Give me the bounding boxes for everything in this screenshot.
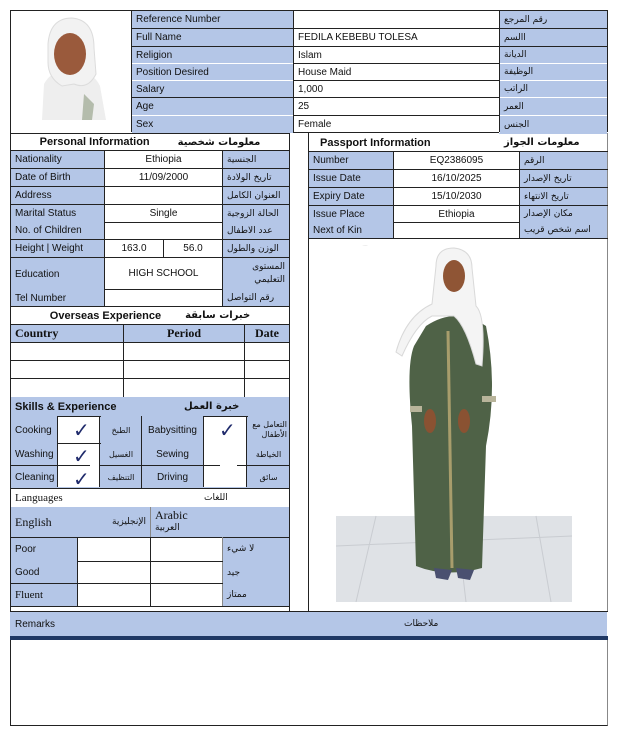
- level-poor-label: Poor: [15, 543, 37, 555]
- overseas-title-en: Overseas Experience: [49, 309, 162, 322]
- skill-cleaning-label-ar: التنظيف: [107, 472, 135, 482]
- position-value: House Maid: [298, 66, 352, 78]
- full-name-value: FEDILA KEBEBU TOLESA: [298, 32, 418, 43]
- position-label-ar: الوظيفة: [500, 64, 607, 80]
- tel-label: Tel Number: [11, 290, 104, 306]
- skill-driving-label-ar: سائق: [259, 472, 278, 482]
- education-label: Education: [11, 258, 104, 290]
- nationality-label-ar: الجنسية: [223, 151, 289, 168]
- ref-number-label: Reference Number: [132, 11, 293, 28]
- dob-label-ar: تاريخ الولادة: [223, 169, 289, 186]
- english-good-cell[interactable]: [78, 562, 150, 583]
- languages-title-ar: اللغات: [204, 493, 228, 503]
- height-weight-label: Height | Weight: [11, 240, 104, 257]
- sex-label-ar: الجنس: [500, 116, 607, 133]
- remarks-label-ar: ملاحظات: [404, 619, 439, 629]
- children-label-ar: عدد الاطفال: [223, 222, 289, 239]
- expiry-date-label-ar: تاريخ الانتهاء: [520, 188, 607, 205]
- skill-washing-label-ar: الغسيل: [108, 449, 134, 459]
- language-arabic: Arabic: [155, 508, 188, 522]
- sex-label: Sex: [132, 116, 293, 133]
- next-of-kin-label-ar: اسم شخص قريب: [520, 222, 607, 238]
- nationality-label: Nationality: [11, 151, 104, 168]
- arabic-poor-cell[interactable]: [151, 538, 222, 561]
- personal-info-title-ar: معلومات شخصية: [177, 136, 261, 148]
- level-good-label: Good: [15, 567, 40, 578]
- religion-label: Religion: [132, 47, 293, 63]
- full-body-photo: [336, 246, 572, 602]
- position-label: Position Desired: [132, 64, 293, 80]
- sex-value: Female: [298, 119, 332, 130]
- skill-driving-label: Driving: [156, 471, 189, 483]
- languages-title: Languages: [15, 492, 63, 504]
- overseas-row-3-country: [11, 379, 123, 396]
- skill-babysitting-label: Babysitting: [148, 424, 197, 436]
- issue-date-value: 16/10/2025: [431, 173, 482, 184]
- issue-place-value: Ethiopia: [438, 208, 475, 220]
- marital-status-label-ar: الحالة الزوجية: [223, 205, 289, 222]
- level-fluent-label: Fluent: [15, 589, 44, 601]
- address-label-ar: العنوان الكامل: [223, 187, 289, 204]
- passport-number-label: Number: [309, 152, 393, 169]
- passport-number-label-ar: الرقم: [520, 152, 607, 169]
- full-name-label-ar: االسم: [500, 29, 607, 46]
- skill-cleaning-checkbox[interactable]: ✓: [73, 467, 90, 491]
- arabic-good-cell[interactable]: [151, 562, 222, 583]
- salary-label-ar: الراتب: [500, 81, 607, 97]
- skill-washing-label: Washing: [15, 448, 54, 460]
- skill-washing-checkbox[interactable]: ✓: [73, 444, 90, 468]
- marital-status-value: Single: [149, 208, 178, 219]
- issue-date-label: Issue Date: [309, 170, 393, 187]
- salary-label: Salary: [132, 81, 293, 97]
- address-value: [105, 187, 222, 204]
- skill-babysitting-checkbox[interactable]: ✓: [219, 418, 236, 442]
- personal-info-title: [11, 134, 289, 150]
- remarks-label: Remarks: [15, 618, 56, 630]
- personal-info-title-en: Personal Information: [39, 136, 150, 148]
- language-english-ar: الإنجليزية: [112, 517, 146, 527]
- passport-info-title-ar: معلومات الجواز: [504, 137, 580, 148]
- children-label: No. of Children: [11, 222, 104, 239]
- height-weight-label-ar: الوزن والطول: [223, 240, 289, 257]
- full-name-label: Full Name: [132, 29, 293, 46]
- height-value: 163.0: [121, 243, 147, 254]
- issue-date-label-ar: تاريخ الإصدار: [520, 170, 607, 187]
- level-fluent-label-ar: ممتاز: [227, 590, 247, 600]
- expiry-date-value: 15/10/2030: [431, 191, 482, 202]
- skill-cleaning-label: Cleaning: [15, 471, 55, 483]
- ref-number-value: [294, 11, 499, 28]
- education-label-ar: المستوى التعليمي: [223, 258, 289, 290]
- language-arabic-ar: العربية: [155, 523, 180, 533]
- weight-value: 56.0: [183, 243, 203, 254]
- overseas-col-period: Period: [124, 325, 244, 342]
- level-poor-label-ar: لا شيء: [227, 544, 255, 554]
- religion-value: Islam: [298, 49, 322, 61]
- passport-number-value: EQ2386095: [429, 155, 484, 166]
- english-poor-cell[interactable]: [78, 538, 150, 561]
- next-of-kin-value: [394, 223, 519, 238]
- religion-label-ar: الديانة: [500, 47, 607, 63]
- overseas-title-ar: خبرات سابقة: [185, 310, 251, 321]
- address-label: Address: [11, 187, 104, 204]
- dob-label: Date of Birth: [11, 169, 104, 186]
- remarks-text-area[interactable]: [10, 640, 608, 726]
- skills-title-ar: خبرة العمل: [184, 401, 240, 412]
- expiry-date-label: Expiry Date: [309, 188, 393, 205]
- skill-sewing-label: Sewing: [156, 448, 189, 460]
- salary-value: 1,000: [298, 83, 324, 95]
- skill-cooking-checkbox[interactable]: ✓: [73, 418, 90, 442]
- ref-number-label-ar: رقم المرجع: [500, 11, 607, 28]
- tel-label-ar: رقم التواصل: [223, 290, 289, 306]
- age-value: 25: [298, 101, 310, 112]
- age-label-ar: العمر: [500, 98, 607, 115]
- overseas-col-date: Date: [245, 325, 289, 342]
- tel-value: [105, 290, 222, 306]
- skill-cooking-label-ar: الطبخ: [111, 425, 131, 435]
- skills-title: Skills & Experience: [15, 400, 117, 413]
- issue-place-label: Issue Place: [309, 206, 393, 222]
- english-fluent-cell[interactable]: [78, 584, 150, 606]
- issue-place-label-ar: مكان الإصدار: [520, 206, 607, 222]
- level-good-label-ar: جيد: [227, 567, 241, 578]
- dob-value: 11/09/2000: [138, 172, 189, 183]
- language-english: English: [15, 514, 52, 529]
- overseas-row-1-country: [11, 343, 123, 360]
- overseas-col-country: Country: [11, 325, 123, 342]
- overseas-row-2-country: [11, 361, 123, 378]
- skill-babysitting-label-ar: التعامل مع الأطفال: [252, 420, 287, 439]
- next-of-kin-label: Next of Kin: [309, 222, 393, 238]
- portrait-photo: [22, 14, 118, 120]
- education-value: HIGH SCHOOL: [128, 268, 199, 279]
- passport-info-title: Passport Information: [320, 136, 431, 149]
- skill-cooking-label: Cooking: [15, 424, 52, 436]
- marital-status-label: Marital Status: [11, 205, 104, 222]
- arabic-fluent-cell[interactable]: [151, 584, 222, 606]
- age-label: Age: [132, 98, 293, 115]
- nationality-value: Ethiopia: [145, 154, 182, 165]
- skill-sewing-label-ar: الخياطة: [255, 449, 282, 459]
- overseas-title: [11, 307, 289, 324]
- children-value: [105, 223, 222, 239]
